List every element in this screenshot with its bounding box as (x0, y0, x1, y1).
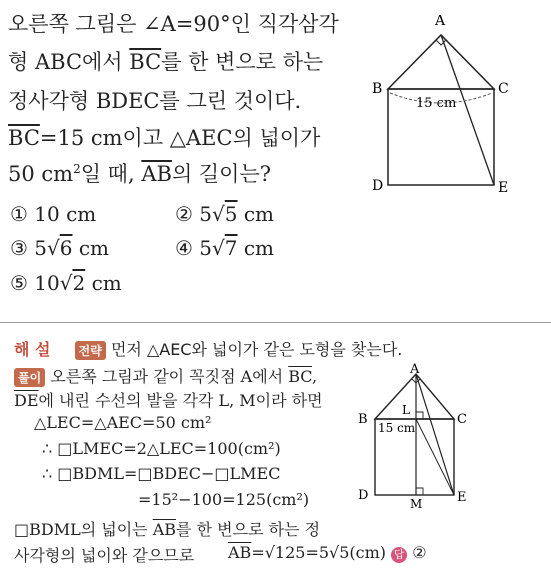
section-divider (0, 322, 551, 323)
solution-header-row (14, 337, 402, 360)
label2-c: C (457, 412, 467, 427)
label2-m: M (410, 497, 423, 510)
problem-figure (360, 15, 510, 195)
solution-final: $\overline{AB}=√125=5√5(cm)$ 답 ② (228, 543, 427, 562)
label2-length: 15 cm (378, 421, 416, 435)
label-d: D (372, 178, 384, 194)
solution-line-4: ∴ □LMEC=2△LEC=100(cm²) (42, 439, 281, 458)
option-1[interactable]: ① 10 cm (10, 202, 97, 226)
triangle-abc (388, 35, 494, 89)
solution-line-8: 사각형의 넓이와 같으므로 (14, 546, 195, 565)
solution-header: 해 설 (14, 340, 51, 359)
problem-line-4: $\overline{BC}=15$ cm이고 △AEC의 넓이가 (8, 126, 321, 150)
label-a: A (435, 15, 446, 29)
answer-value: ② (412, 543, 427, 562)
option-5[interactable]: ⑤ 10√2 cm (10, 271, 122, 295)
solution-line-2: $\overline{DE}$에 내린 수선의 발을 각각 L, M이라 하면 (14, 391, 323, 410)
problem-line-1: 오른쪽 그림은 ∠A=90°인 직각삼각 (8, 12, 339, 36)
problem-line-5: 50 $cm^2$일 때, $\overline{AB}$의 길이는? (8, 162, 272, 186)
solve-tag: 풀이 (14, 368, 45, 387)
label2-l: L (402, 403, 410, 417)
solution-line-3: △LEC=△AEC=50 cm² (34, 413, 212, 432)
solution-line-5: ∴ □BDML=□BDEC−□LMEC (42, 464, 281, 483)
right-angle-l (416, 412, 423, 419)
strategy-text: 먼저 △AEC와 넓이가 같은 도형을 찾는다. (110, 340, 403, 359)
label-c: C (498, 81, 509, 97)
segment-le (416, 419, 454, 495)
segment-ae-2 (416, 374, 454, 495)
label2-e: E (457, 490, 467, 505)
solution-line-7: □BDML의 넓이는 $\overline{AB}$를 한 변으로 하는 정 (14, 520, 321, 539)
label2-b: B (358, 412, 368, 427)
option-2[interactable]: ② 5√5 cm (175, 202, 275, 226)
strategy-tag: 전략 (75, 341, 106, 360)
label-e: E (498, 180, 509, 195)
label-b: B (372, 81, 383, 97)
solution-line-6: =15²−100=125(cm²) (138, 490, 310, 509)
answer-icon: 답 (391, 547, 407, 563)
problem-line-3: 정사각형 BDEC를 그린 것이다. (8, 89, 302, 113)
solution-figure (352, 360, 477, 510)
right-angle-m (416, 488, 423, 495)
label2-d: D (358, 488, 369, 503)
option-3[interactable]: ③ 5√6 cm (10, 236, 110, 260)
triangle-abc-2 (375, 374, 454, 419)
solution-line-1: 풀이 오른쪽 그림과 같이 꼭짓점 A에서 $\overline{BC}$, (14, 364, 317, 387)
option-4[interactable]: ④ 5√7 cm (175, 236, 275, 260)
label-length: 15 cm (416, 96, 457, 111)
label2-a: A (410, 362, 420, 377)
problem-line-2: 형 ABC에서 $\overline{BC}$를 한 변으로 하는 (8, 50, 324, 74)
